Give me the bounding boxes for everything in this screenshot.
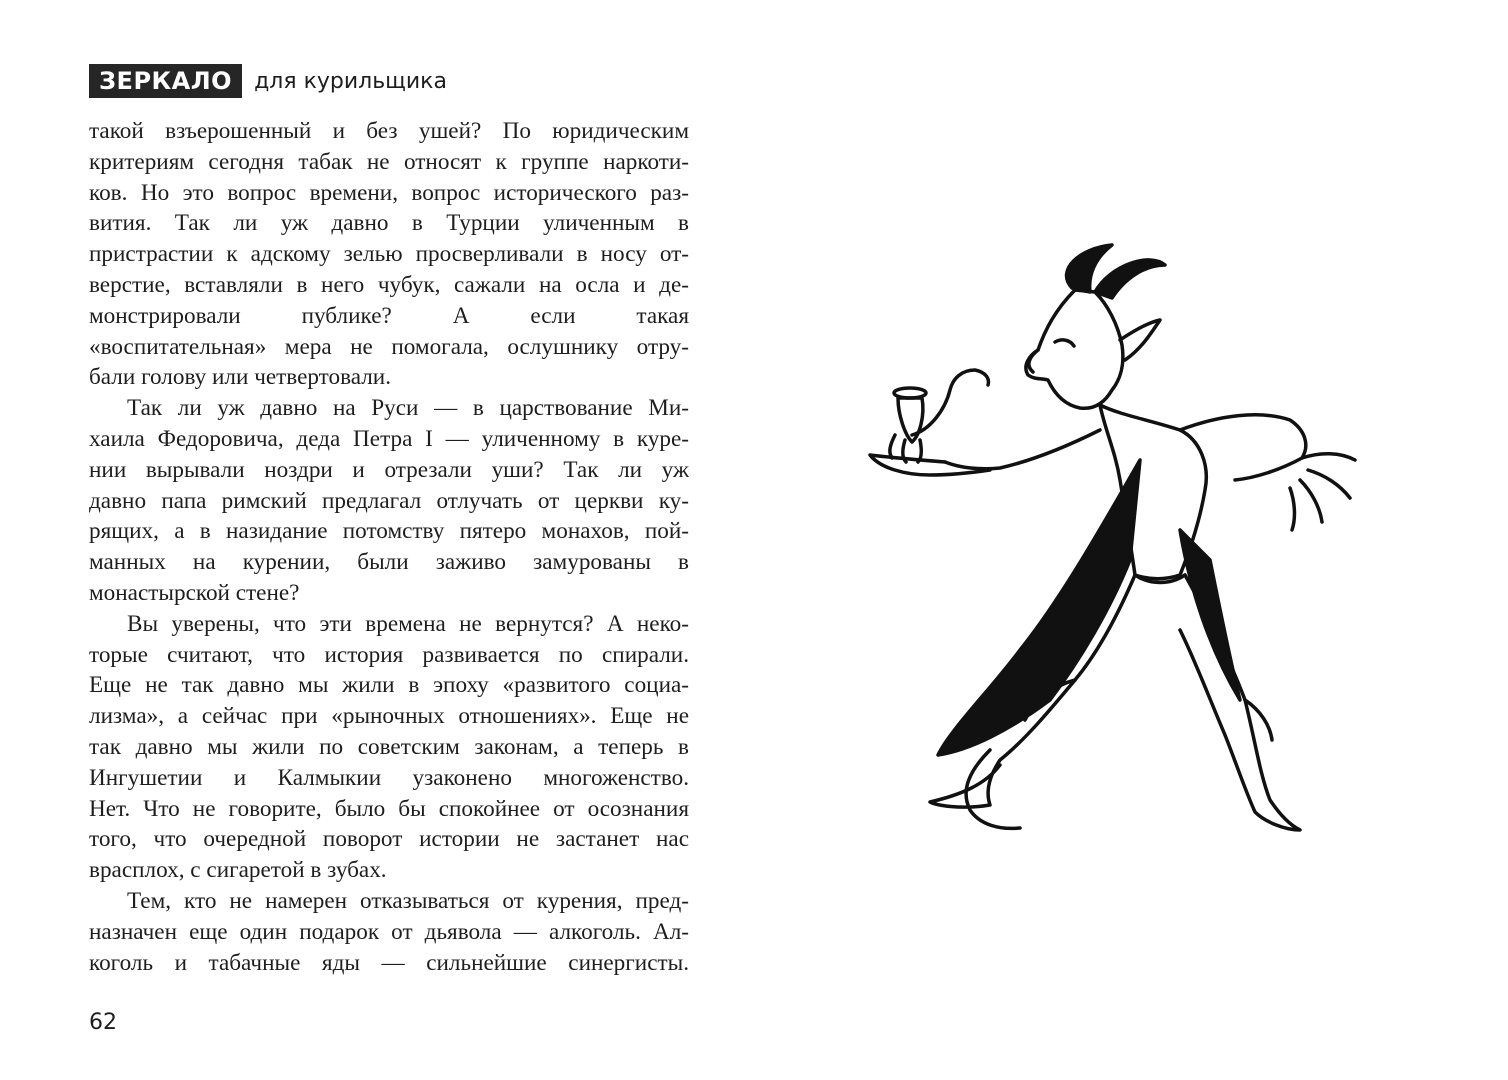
- text-line: хаила Федоровича, деда Петра I — уличенному в куре-: [89, 425, 689, 452]
- body-text: [89, 116, 689, 978]
- header-subtitle: для курильщика: [254, 68, 447, 94]
- text-line: критериям сегодня табак не относят к группе наркоти-: [89, 148, 689, 175]
- devil-horn-right: [1095, 260, 1165, 298]
- text-line: манных на курении, были заживо замурованы в: [89, 549, 689, 576]
- running-header: [89, 64, 447, 98]
- text-line: лизма», а сейчас при «рыночных отношениях». Еще не: [89, 703, 689, 730]
- text-line: монастырской стене?: [89, 579, 300, 606]
- text-line: давно папа римский предлагал отлучать от церкви ку-: [89, 487, 689, 514]
- devil-head: [1026, 290, 1123, 408]
- devil-arm-left: [945, 430, 1100, 469]
- devil-leg-right: [1180, 575, 1300, 830]
- text-line: Вы уверены, что эти времена не вернутся? А неко-: [127, 610, 689, 637]
- devil-eye: [1055, 340, 1074, 346]
- text-line: ков. Но это вопрос времени, вопрос исторического раз-: [89, 179, 689, 206]
- text-line: рящих, а в назидание потомству пятеро монахов, пой-: [89, 518, 689, 545]
- text-line: Тем, кто не намерен отказываться от курения, пред-: [127, 887, 689, 914]
- text-line: такой взъерошенный и без ушей? По юридическим: [89, 118, 689, 144]
- text-line: торые считают, что история развивается по спирали.: [89, 641, 689, 668]
- page-number: 62: [89, 1010, 117, 1035]
- devil-ear: [1120, 320, 1160, 360]
- text-line: пристрастии к адскому зелью просверливали в носу от-: [89, 241, 689, 268]
- text-line: бали голову или четвертовали.: [89, 364, 392, 391]
- text-line: коголь и табачные яды — сильнейшие синергисты.: [89, 949, 689, 976]
- header-title-box: ЗЕРКАЛО: [89, 64, 242, 98]
- devil-tail: [966, 750, 1020, 828]
- text-line: Так ли уж давно на Руси — в царствование Ми-: [127, 395, 689, 422]
- text-line: вития. Так ли уж давно в Турции уличенным в: [89, 210, 689, 237]
- text-line: «воспитательная» мера не помогала, ослушнику отру-: [89, 333, 689, 360]
- text-line: нии вырывали ноздри и отрезали уши? Так ли уж: [89, 456, 689, 483]
- text-line: Нет. Что не говорите, было бы спокойнее от осознания: [89, 795, 689, 822]
- text-line: врасплох, с сигаретой в зубах.: [89, 857, 387, 884]
- devil-cape: [938, 460, 1140, 755]
- devil-hand-left: [870, 455, 990, 475]
- text-line: монстрировали публике? А если такая: [89, 302, 689, 329]
- text-line: Еще не так давно мы жили в эпоху «развитого социа-: [89, 672, 689, 699]
- text-line: назначен еще один подарок от дьявола — алкоголь. Ал-: [89, 918, 689, 945]
- text-line: Ингушетии и Калмыкии узаконено многоженство.: [89, 764, 689, 791]
- text-line: верстие, вставляли в него чубук, сажали на осла и де-: [89, 271, 689, 298]
- devil-nose: [1029, 350, 1038, 372]
- devil-illustration: [850, 230, 1450, 850]
- text-line: так давно мы жили по советским законам, а теперь в: [89, 733, 689, 760]
- text-line: того, что очередной поворот истории не застанет нас: [89, 826, 689, 853]
- devil-hand-right: [1290, 454, 1355, 530]
